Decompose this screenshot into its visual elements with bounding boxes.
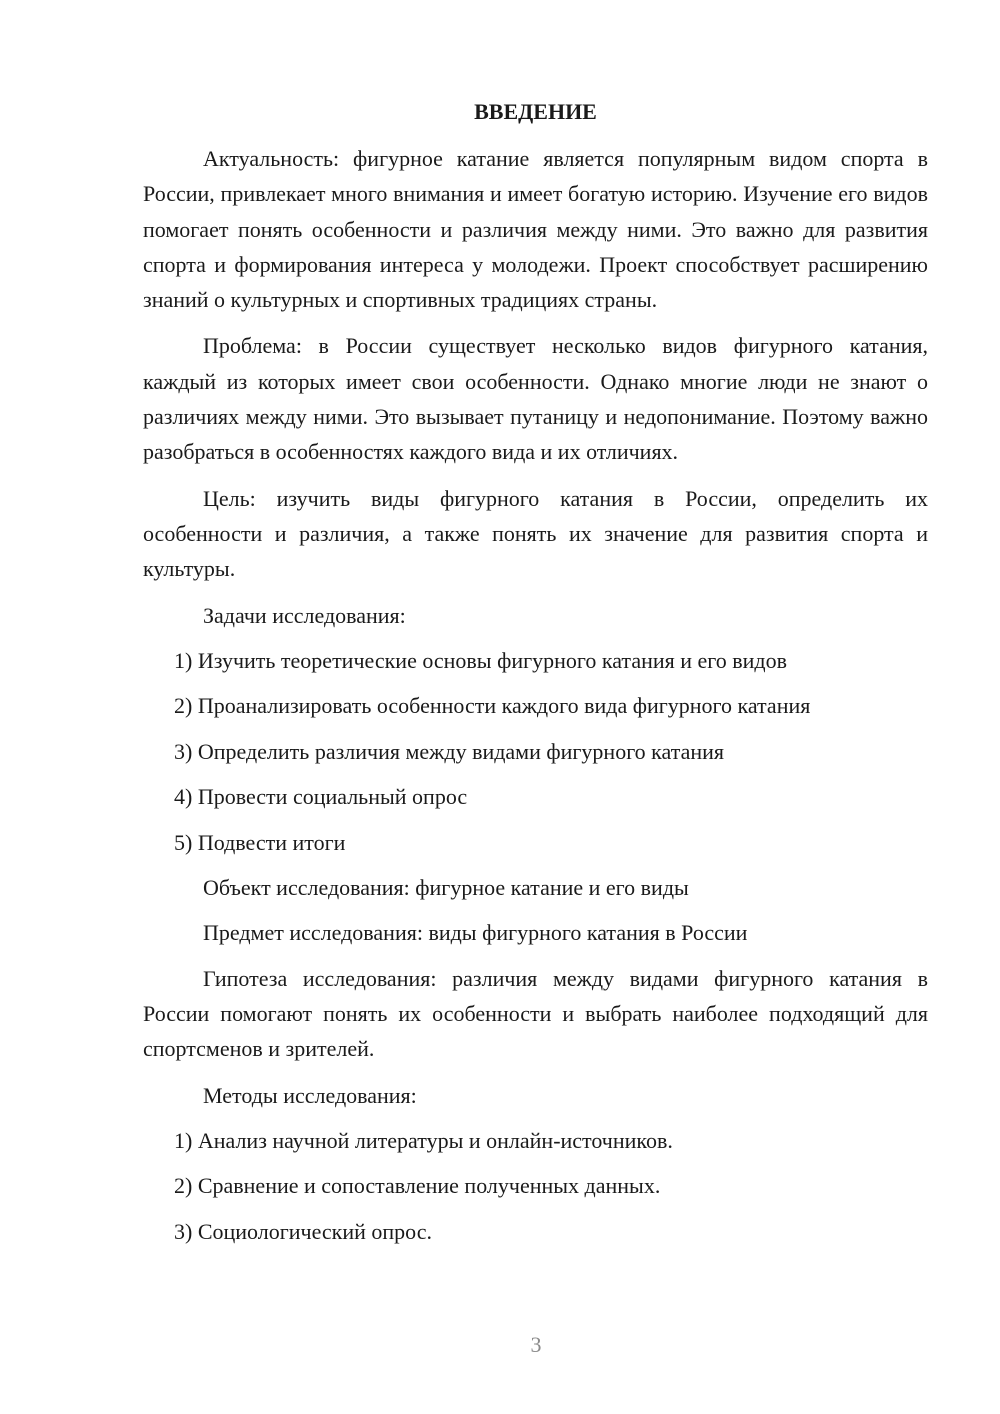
page-number: 3 bbox=[530, 1332, 542, 1357]
methods-heading: Методы исследования: bbox=[203, 1082, 417, 1108]
section-title: ВВЕДЕНИЕ bbox=[474, 99, 597, 124]
task-item: 3) Определить различия между видами фигурного катания bbox=[174, 738, 725, 764]
task-item: 1) Изучить теоретические основы фигурного катания и его видов bbox=[174, 647, 788, 673]
tasks-heading: Задачи исследования: bbox=[203, 602, 406, 628]
hypothesis-paragraph: Гипотеза исследования: различия между видами фигурного катания в России помогают понять их особенности и выбрать наиболее подходящий для спортсменов и зрителей. bbox=[143, 965, 928, 1062]
document-page bbox=[143, 94, 928, 1259]
task-item: 2) Проанализировать особенности каждого вида фигурного катания bbox=[174, 693, 811, 719]
subject-line: Предмет исследования: виды фигурного катания в России bbox=[203, 920, 748, 946]
task-item: 5) Подвести итоги bbox=[174, 829, 346, 855]
method-item: 3) Социологический опрос. bbox=[174, 1218, 432, 1244]
object-line: Объект исследования: фигурное катание и его виды bbox=[203, 874, 689, 900]
task-item: 4) Провести социальный опрос bbox=[174, 784, 468, 810]
relevance-paragraph: Актуальность: фигурное катание является популярным видом спорта в России, привлекает много внимания и имеет богатую историю. Изучение его видов помогает понять особенности и различия между ними. Это важно для развития спорта и формирования интереса у молодежи. Проект способствует расширению знаний о культурных и спортивных традициях страны. bbox=[143, 146, 928, 313]
method-item: 1) Анализ научной литературы и онлайн-источников. bbox=[174, 1127, 673, 1153]
method-item: 2) Сравнение и сопоставление полученных данных. bbox=[174, 1173, 661, 1199]
goal-paragraph: Цель: изучить виды фигурного катания в России, определить их особенности и различия, а также понять их значение для развития спорта и культуры. bbox=[143, 485, 928, 582]
problem-paragraph: Проблема: в России существует несколько видов фигурного катания, каждый из которых имеет свои особенности. Однако многие люди не знают о различиях между ними. Это вызывает путаницу и недопонимание. Поэтому важно разобраться в особенностях каждого вида и их отличиях. bbox=[143, 333, 928, 465]
